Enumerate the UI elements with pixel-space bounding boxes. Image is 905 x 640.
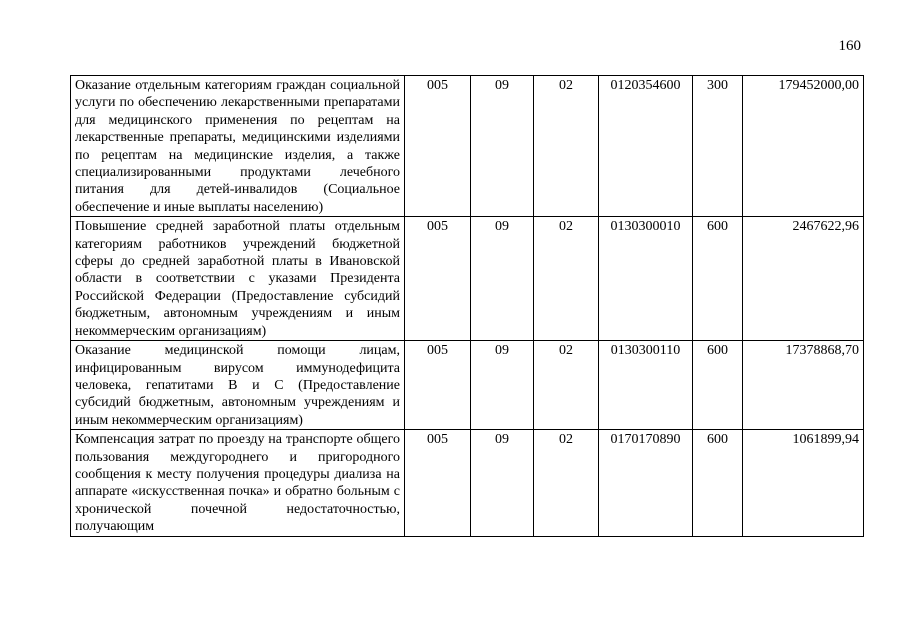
ministry-code: 005	[405, 341, 471, 430]
subsection-code: 02	[534, 76, 599, 217]
table-row	[71, 341, 864, 430]
row-description: Повышение средней заработной платы отдельным категориям работников учреждений бюджетной сферы до средней заработной платы в Ивановской области в соответствии с указами Президента Российской Федерации (Предоставление субсидий бюджетным, автономным учреждениям и иным некоммерческим организациям)	[71, 217, 405, 341]
subsection-code: 02	[534, 430, 599, 536]
amount: 1061899,94	[743, 430, 864, 536]
expense-type-code: 300	[693, 76, 743, 217]
target-article-code: 0130300110	[599, 341, 693, 430]
section-code: 09	[471, 430, 534, 536]
amount: 179452000,00	[743, 76, 864, 217]
target-article-code: 0170170890	[599, 430, 693, 536]
expense-type-code: 600	[693, 430, 743, 536]
section-code: 09	[471, 76, 534, 217]
expense-type-code: 600	[693, 341, 743, 430]
subsection-code: 02	[534, 217, 599, 341]
table-row	[71, 76, 864, 217]
table-row	[71, 430, 864, 536]
row-description: Оказание медицинской помощи лицам, инфицированным вирусом иммунодефицита человека, гепатитами В и С (Предоставление субсидий бюджетным, автономным учреждениям и иным некоммерческим организациям)	[71, 341, 405, 430]
expense-type-code: 600	[693, 217, 743, 341]
target-article-code: 0130300010	[599, 217, 693, 341]
row-description: Компенсация затрат по проезду на транспорте общего пользования междугороднего и пригородного сообщения к месту получения процедуры диализа на аппарате «искусственная почка» и обратно больным с хронической почечной недостаточностью, получающим	[71, 430, 405, 536]
section-code: 09	[471, 341, 534, 430]
table-row	[71, 217, 864, 341]
ministry-code: 005	[405, 217, 471, 341]
row-description: Оказание отдельным категориям граждан социальной услуги по обеспечению лекарственными препаратами для медицинского применения по рецептам на лекарственные препараты, медицинскими изделиями по рецептам на медицинские изделия, а также специализированными продуктами лечебного питания для детей-инвалидов (Социальное обеспечение и иные выплаты населению)	[71, 76, 405, 217]
target-article-code: 0120354600	[599, 76, 693, 217]
page-number: 160	[838, 38, 861, 54]
amount: 2467622,96	[743, 217, 864, 341]
budget-table	[70, 75, 864, 537]
ministry-code: 005	[405, 76, 471, 217]
subsection-code: 02	[534, 341, 599, 430]
ministry-code: 005	[405, 430, 471, 536]
amount: 17378868,70	[743, 341, 864, 430]
section-code: 09	[471, 217, 534, 341]
